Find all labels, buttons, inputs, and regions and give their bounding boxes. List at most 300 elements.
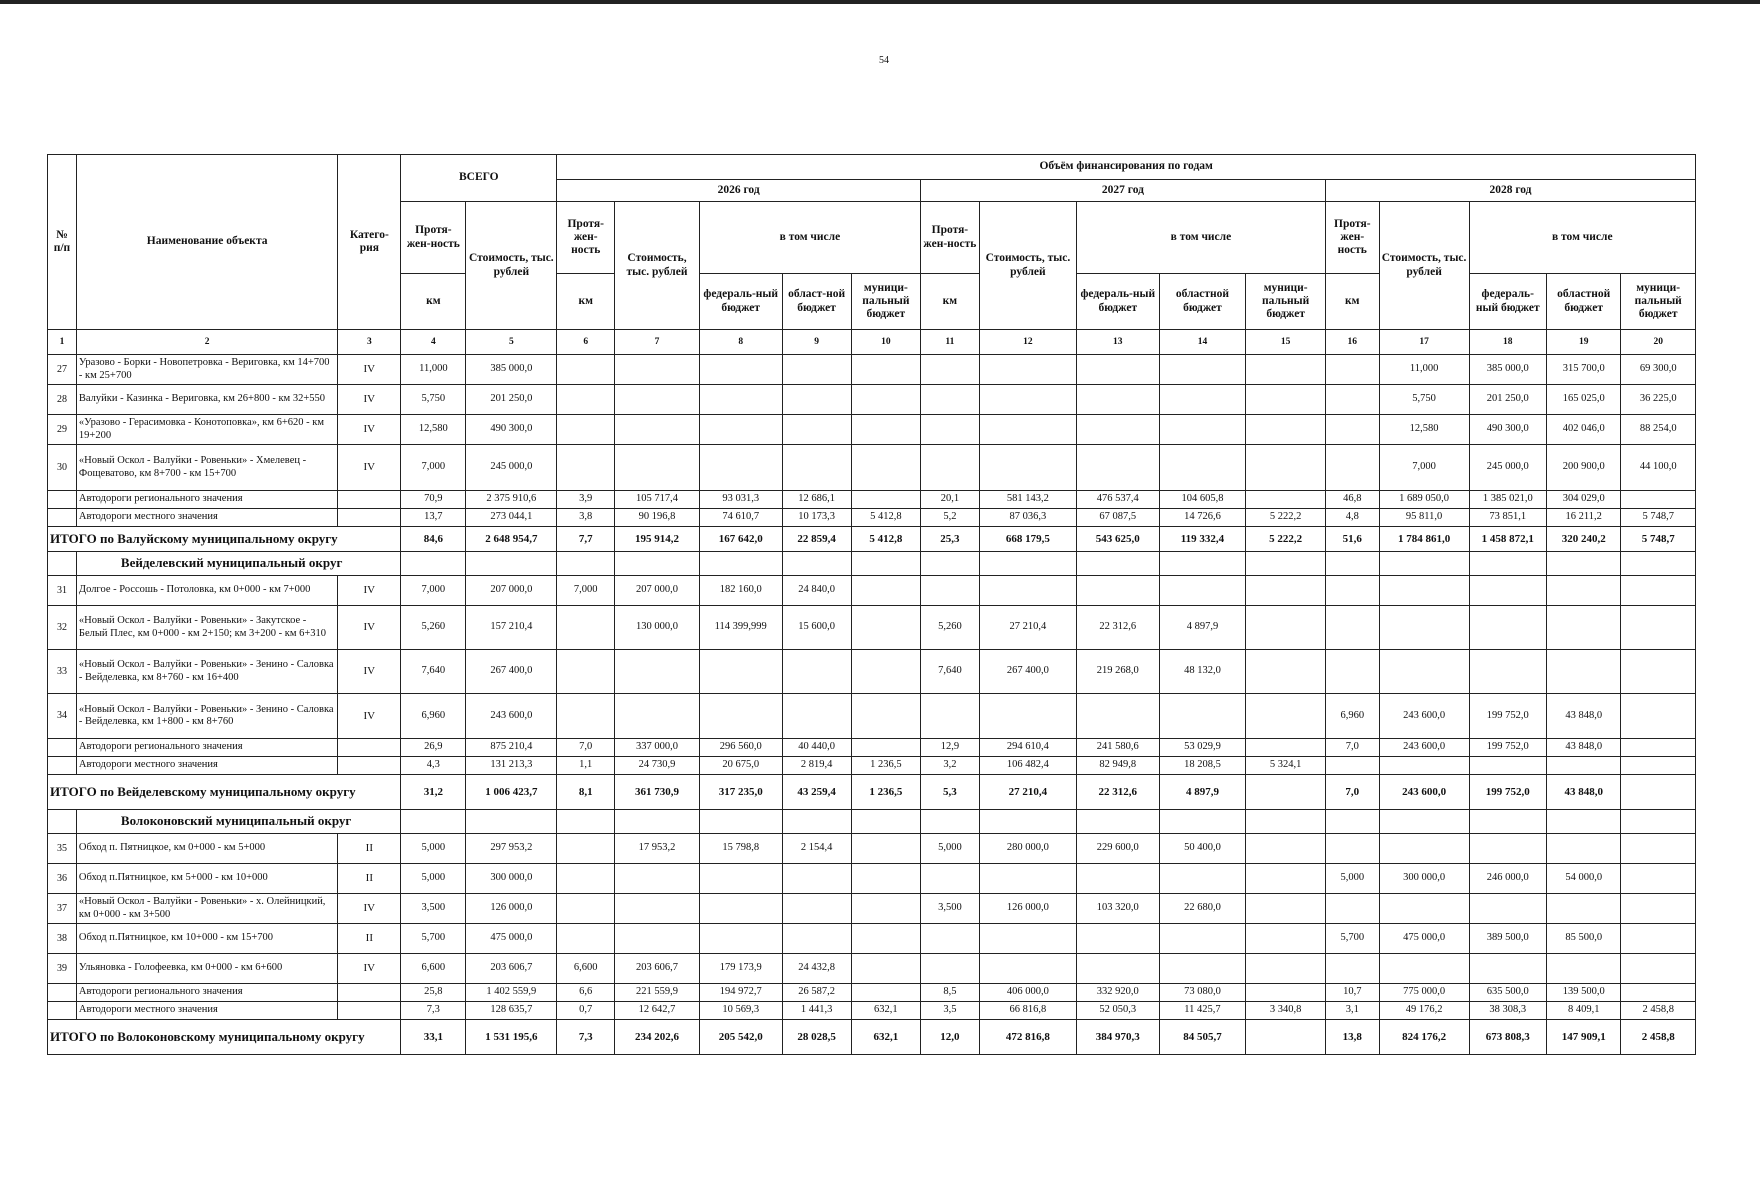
value-cell [1547,757,1621,775]
value-cell: 43 848,0 [1547,739,1621,757]
object-name: «Новый Оскол - Валуйки - Ровеньки» - Закутское - Белый Плес, км 0+000 - км 2+150; км 3+200 - км 6+310 [76,606,337,650]
value-cell [782,810,851,834]
row-no-cell: 37 [48,894,77,924]
value-cell: 3 340,8 [1246,1002,1326,1020]
value-cell: 6,600 [401,954,466,984]
value-cell: 475 000,0 [466,924,557,954]
object-name: «Новый Оскол - Валуйки - Ровеньки» - Зенино - Саловка - Вейделевка, км 8+760 - км 16+400 [76,650,337,694]
value-cell: 402 046,0 [1547,415,1621,445]
value-cell [1469,576,1546,606]
category-cell: IV [338,606,401,650]
value-cell: 105 717,4 [615,491,700,509]
column-index: 2 [76,330,337,355]
value-cell [851,552,920,576]
object-name: Обход п.Пятницкое, км 10+000 - км 15+700 [76,924,337,954]
value-cell: 104 605,8 [1159,491,1246,509]
column-index: 8 [699,330,782,355]
value-cell [851,984,920,1002]
value-cell [1469,894,1546,924]
object-name: Обход п. Пятницкое, км 0+000 - км 5+000 [76,834,337,864]
value-cell [851,355,920,385]
value-cell: 0,7 [557,1002,615,1020]
value-cell [1076,864,1159,894]
table-row [48,445,1696,491]
value-cell: 12,0 [920,1020,979,1055]
value-cell: 44 100,0 [1621,445,1696,491]
value-cell [466,552,557,576]
value-cell [1246,984,1326,1002]
column-index: 10 [851,330,920,355]
value-cell [920,385,979,415]
value-cell [1379,894,1469,924]
value-cell [1379,552,1469,576]
value-cell: 131 213,3 [466,757,557,775]
value-cell [920,954,979,984]
value-cell: 300 000,0 [1379,864,1469,894]
value-cell [615,924,700,954]
value-cell: 24 840,0 [782,576,851,606]
row-no-cell [48,491,77,509]
total-name: ИТОГО по Валуйскому муниципальному округу [48,527,401,552]
value-cell: 7,640 [920,650,979,694]
row-no-cell [48,1002,77,1020]
category-cell: IV [338,576,401,606]
header-km: км [401,274,466,330]
value-cell: 38 308,3 [1469,1002,1546,1020]
value-cell: 245 000,0 [466,445,557,491]
total-row [48,775,1696,810]
district-name: Вейделевский муниципальный округ [76,552,400,576]
header-cost: Стоимость, тыс. рублей [466,202,557,330]
column-index: 6 [557,330,615,355]
column-index: 14 [1159,330,1246,355]
value-cell: 5 748,7 [1621,509,1696,527]
row-no-cell [48,739,77,757]
value-cell [557,415,615,445]
value-cell: 243 600,0 [1379,775,1469,810]
value-cell [979,810,1076,834]
value-cell: 18 208,5 [1159,757,1246,775]
value-cell: 12,580 [1379,415,1469,445]
object-name: «Новый Оскол - Валуйки - Ровеньки» - х. Олейницкий, км 0+000 - км 3+500 [76,894,337,924]
value-cell [920,355,979,385]
value-cell: 1 458 872,1 [1469,527,1546,552]
value-cell: 74 610,7 [699,509,782,527]
object-name: Автодороги регионального значения [76,984,337,1002]
total-row [48,527,1696,552]
value-cell [979,576,1076,606]
value-cell [1469,954,1546,984]
value-cell [1159,415,1246,445]
district-name: Волоконовский муниципальный округ [76,810,400,834]
value-cell [1246,606,1326,650]
value-cell: 5 748,7 [1621,527,1696,552]
value-cell: 84,6 [401,527,466,552]
subtotal-row [48,491,1696,509]
value-cell [1621,984,1696,1002]
column-index: 3 [338,330,401,355]
value-cell: 69 300,0 [1621,355,1696,385]
column-index: 15 [1246,330,1326,355]
value-cell [615,445,700,491]
value-cell: 389 500,0 [1469,924,1546,954]
value-cell: 3,500 [920,894,979,924]
value-cell: 8 409,1 [1547,1002,1621,1020]
value-cell: 2 458,8 [1621,1002,1696,1020]
value-cell: 6,600 [557,954,615,984]
value-cell [1547,954,1621,984]
value-cell [851,576,920,606]
value-cell: 475 000,0 [1379,924,1469,954]
value-cell: 3,5 [920,1002,979,1020]
value-cell: 3,1 [1325,1002,1379,1020]
subtotal-row [48,739,1696,757]
value-cell [851,954,920,984]
object-name: Автодороги местного значения [76,509,337,527]
row-no-cell: 32 [48,606,77,650]
value-cell [1159,552,1246,576]
object-name: «Уразово - Герасимовка - Конотоповка», км 6+620 - км 19+200 [76,415,337,445]
value-cell [1469,757,1546,775]
total-name: ИТОГО по Вейделевскому муниципальному округу [48,775,401,810]
category-cell: IV [338,385,401,415]
value-cell: 3,9 [557,491,615,509]
value-cell: 43 848,0 [1547,694,1621,739]
value-cell [615,864,700,894]
row-no-cell [48,984,77,1002]
value-cell: 201 250,0 [1469,385,1546,415]
value-cell: 8,1 [557,775,615,810]
category-cell: IV [338,415,401,445]
value-cell: 5 222,2 [1246,509,1326,527]
column-index-row [48,330,1696,355]
value-cell [699,894,782,924]
value-cell: 73 080,0 [1159,984,1246,1002]
district-row [48,810,1696,834]
object-name: «Новый Оскол - Валуйки - Ровеньки» - Зенино - Саловка - Вейделевка, км 1+800 - км 8+760 [76,694,337,739]
value-cell: 221 559,9 [615,984,700,1002]
value-cell: 179 173,9 [699,954,782,984]
category-cell: IV [338,445,401,491]
value-cell [557,894,615,924]
table-row [48,694,1696,739]
value-cell [1159,924,1246,954]
header-federal: федераль-ный бюджет [1076,274,1159,330]
value-cell: 490 300,0 [1469,415,1546,445]
value-cell: 243 600,0 [1379,739,1469,757]
value-cell: 320 240,2 [1547,527,1621,552]
value-cell [615,385,700,415]
value-cell [1621,924,1696,954]
row-no-cell: 35 [48,834,77,864]
object-name: Автодороги регионального значения [76,491,337,509]
value-cell: 7,7 [557,527,615,552]
value-cell [979,415,1076,445]
column-index: 13 [1076,330,1159,355]
value-cell [557,834,615,864]
category-cell [338,984,401,1002]
row-no-cell: 33 [48,650,77,694]
value-cell [557,924,615,954]
category-cell [338,757,401,775]
value-cell [979,385,1076,415]
value-cell [1159,694,1246,739]
value-cell [1621,810,1696,834]
header-km: км [557,274,615,330]
value-cell: 12,9 [920,739,979,757]
table-row [48,576,1696,606]
subtotal-row [48,757,1696,775]
value-cell: 73 851,1 [1469,509,1546,527]
value-cell: 195 914,2 [615,527,700,552]
object-name: Обход п.Пятницкое, км 5+000 - км 10+000 [76,864,337,894]
value-cell: 635 500,0 [1469,984,1546,1002]
value-cell: 1 006 423,7 [466,775,557,810]
value-cell: 543 625,0 [1076,527,1159,552]
value-cell: 1 402 559,9 [466,984,557,1002]
value-cell: 25,8 [401,984,466,1002]
value-cell [1469,650,1546,694]
value-cell [699,924,782,954]
value-cell: 90 196,8 [615,509,700,527]
value-cell: 199 752,0 [1469,739,1546,757]
value-cell [1246,894,1326,924]
category-cell: II [338,924,401,954]
value-cell: 93 031,3 [699,491,782,509]
value-cell [920,810,979,834]
value-cell [401,810,466,834]
value-cell: 20 675,0 [699,757,782,775]
table-row [48,864,1696,894]
subtotal-row [48,984,1696,1002]
value-cell: 1,1 [557,757,615,775]
value-cell: 130 000,0 [615,606,700,650]
value-cell: 12 686,1 [782,491,851,509]
value-cell: 267 400,0 [979,650,1076,694]
value-cell: 5,260 [401,606,466,650]
column-index: 18 [1469,330,1546,355]
value-cell [1621,739,1696,757]
subtotal-row [48,1002,1696,1020]
value-cell: 241 580,6 [1076,739,1159,757]
value-cell [782,864,851,894]
value-cell [1246,576,1326,606]
value-cell: 22 680,0 [1159,894,1246,924]
value-cell [1469,810,1546,834]
value-cell [1325,810,1379,834]
value-cell: 673 808,3 [1469,1020,1546,1055]
value-cell [1379,576,1469,606]
value-cell: 4,8 [1325,509,1379,527]
value-cell [1246,954,1326,984]
value-cell [1547,576,1621,606]
value-cell: 165 025,0 [1547,385,1621,415]
value-cell [1076,415,1159,445]
value-cell [1246,694,1326,739]
value-cell [920,445,979,491]
value-cell [1379,954,1469,984]
value-cell: 12,580 [401,415,466,445]
category-cell: IV [338,954,401,984]
category-cell: II [338,864,401,894]
value-cell [1246,739,1326,757]
value-cell [979,355,1076,385]
value-cell: 7,000 [557,576,615,606]
column-index: 5 [466,330,557,355]
value-cell: 273 044,1 [466,509,557,527]
value-cell: 11,000 [401,355,466,385]
value-cell: 167 642,0 [699,527,782,552]
value-cell [920,576,979,606]
value-cell: 5,750 [401,385,466,415]
header-km: км [1325,274,1379,330]
header-km: км [920,274,979,330]
value-cell: 46,8 [1325,491,1379,509]
header-length: Протя-жен-ность [557,202,615,274]
value-cell [1379,834,1469,864]
value-cell [1325,445,1379,491]
value-cell: 385 000,0 [466,355,557,385]
value-cell [1547,552,1621,576]
value-cell [782,650,851,694]
value-cell: 4 897,9 [1159,775,1246,810]
value-cell [1621,864,1696,894]
value-cell: 11 425,7 [1159,1002,1246,1020]
value-cell: 472 816,8 [979,1020,1076,1055]
value-cell [1076,924,1159,954]
value-cell [557,864,615,894]
value-cell: 139 500,0 [1547,984,1621,1002]
value-cell: 43 259,4 [782,775,851,810]
category-cell [338,1002,401,1020]
value-cell [1076,810,1159,834]
value-cell: 201 250,0 [466,385,557,415]
value-cell [1325,834,1379,864]
value-cell: 1 236,5 [851,757,920,775]
value-cell [466,810,557,834]
top-scan-edge [0,0,1760,4]
value-cell: 406 000,0 [979,984,1076,1002]
value-cell [920,694,979,739]
value-cell [920,415,979,445]
value-cell: 12 642,7 [615,1002,700,1020]
value-cell [1076,576,1159,606]
value-cell [557,355,615,385]
value-cell: 126 000,0 [466,894,557,924]
value-cell [782,894,851,924]
value-cell: 7,000 [1379,445,1469,491]
value-cell [1159,810,1246,834]
row-no-cell [48,509,77,527]
value-cell: 147 909,1 [1547,1020,1621,1055]
value-cell: 581 143,2 [979,491,1076,509]
value-cell: 7,000 [401,576,466,606]
value-cell [979,552,1076,576]
header-including: в том числе [1469,202,1695,274]
value-cell: 24 432,8 [782,954,851,984]
value-cell [1246,385,1326,415]
value-cell: 88 254,0 [1621,415,1696,445]
category-cell: IV [338,694,401,739]
subtotal-row [48,509,1696,527]
value-cell [1325,415,1379,445]
category-cell: IV [338,355,401,385]
value-cell: 87 036,3 [979,509,1076,527]
row-no-cell [48,552,77,576]
value-cell: 2 458,8 [1621,1020,1696,1055]
value-cell: 50 400,0 [1159,834,1246,864]
value-cell [1621,834,1696,864]
value-cell [979,954,1076,984]
value-cell: 7,3 [401,1002,466,1020]
value-cell: 66 816,8 [979,1002,1076,1020]
value-cell [615,694,700,739]
value-cell [851,810,920,834]
value-cell: 7,3 [557,1020,615,1055]
value-cell: 245 000,0 [1469,445,1546,491]
value-cell: 775 000,0 [1379,984,1469,1002]
value-cell: 1 441,3 [782,1002,851,1020]
value-cell [1469,834,1546,864]
value-cell: 219 268,0 [1076,650,1159,694]
value-cell [401,552,466,576]
value-cell: 315 700,0 [1547,355,1621,385]
column-index: 7 [615,330,700,355]
value-cell [1246,445,1326,491]
value-cell [851,694,920,739]
header-year-2027: 2027 год [920,180,1325,202]
value-cell [851,491,920,509]
row-no-cell: 27 [48,355,77,385]
value-cell [979,864,1076,894]
value-cell: 229 600,0 [1076,834,1159,864]
value-cell: 361 730,9 [615,775,700,810]
header-category: Катего-рия [338,155,401,330]
value-cell: 6,960 [1325,694,1379,739]
value-cell [699,650,782,694]
value-cell [557,606,615,650]
value-cell [851,924,920,954]
value-cell [1076,445,1159,491]
value-cell [1469,606,1546,650]
value-cell: 70,9 [401,491,466,509]
value-cell [920,864,979,894]
header-total: ВСЕГО [401,155,557,202]
value-cell: 5,000 [401,864,466,894]
value-cell [782,415,851,445]
value-cell: 207 000,0 [615,576,700,606]
value-cell: 6,960 [401,694,466,739]
value-cell: 5,700 [401,924,466,954]
value-cell: 234 202,6 [615,1020,700,1055]
table-body [48,355,1696,1055]
value-cell: 22 312,6 [1076,775,1159,810]
value-cell [851,650,920,694]
value-cell: 31,2 [401,775,466,810]
row-no-cell: 29 [48,415,77,445]
value-cell: 200 900,0 [1547,445,1621,491]
value-cell [851,864,920,894]
value-cell: 294 610,4 [979,739,1076,757]
value-cell [1325,954,1379,984]
value-cell: 203 606,7 [466,954,557,984]
column-index: 11 [920,330,979,355]
object-name: Автодороги регионального значения [76,739,337,757]
value-cell [1379,810,1469,834]
value-cell: 40 440,0 [782,739,851,757]
value-cell: 337 000,0 [615,739,700,757]
value-cell: 103 320,0 [1076,894,1159,924]
